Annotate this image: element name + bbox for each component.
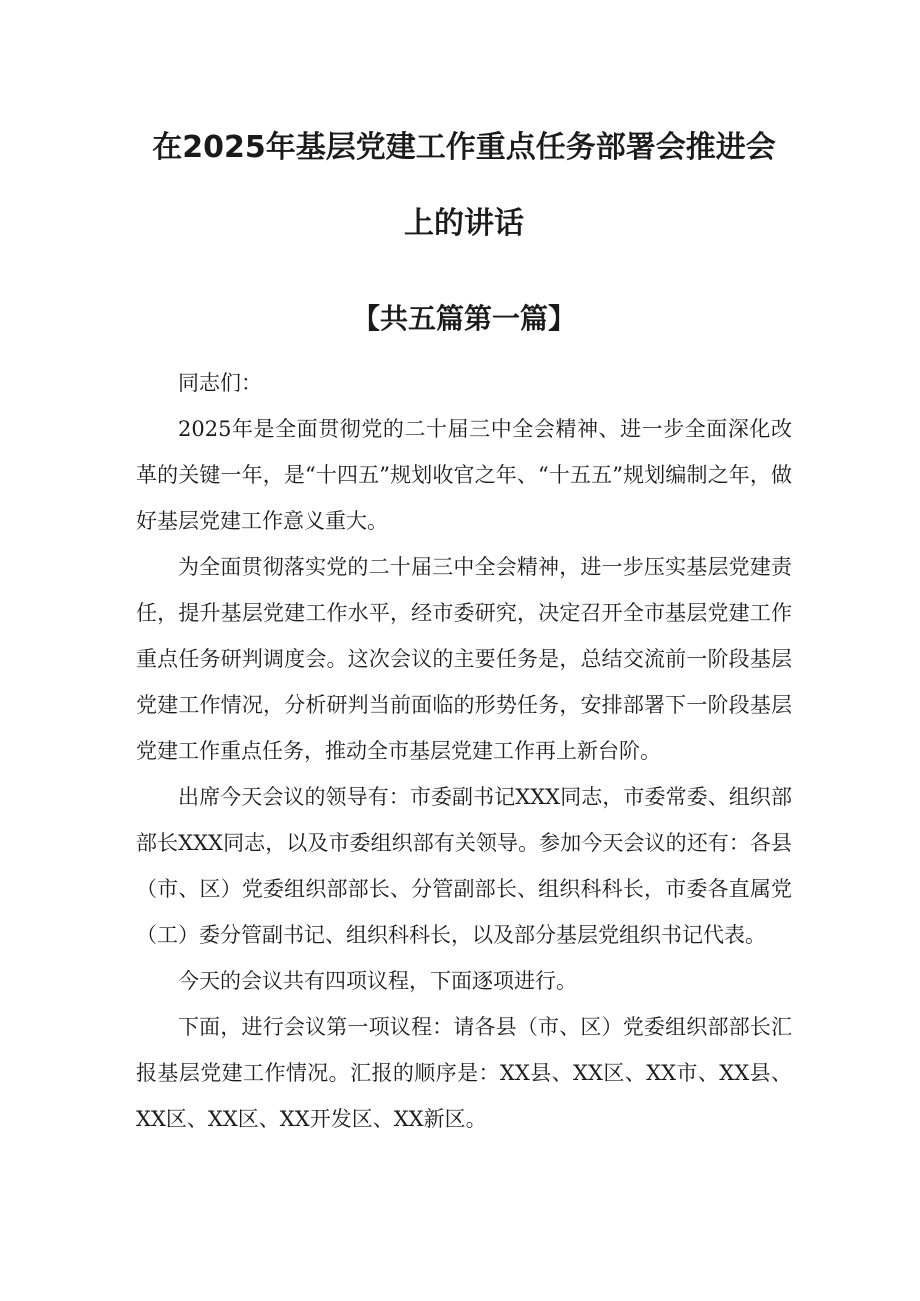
paragraph-5: 下面，进行会议第一项议程：请各县（市、区）党委组织部部长汇报基层党建工作情况。汇报的顺序是：XX县、XX区、XX市、XX县、XX区、XX区、XX开发区、XX新区。 [136, 1015, 792, 1131]
paragraph-4: 今天的会议共有四项议程，下面逐项进行。 [178, 969, 577, 993]
document-title-line-1: 在2025年基层党建工作重点任务部署会推进会 [152, 130, 776, 165]
paragraph-3: 出席今天会议的领导有：市委副书记XXX同志，市委常委、组织部部长XXX同志，以及市委组织部有关领导。参加今天会议的还有：各县（市、区）党委组织部部长、分管副部长、组织科科长，市委各直属党（工）委分管副书记、组织科科长，以及部分基层党组织书记代表。 [136, 785, 792, 947]
paragraph-1: 2025年是全面贯彻党的二十届三中全会精神、进一步全面深化改革的关键一年，是“十四五”规划收官之年、“十五五”规划编制之年，做好基层党建工作意义重大。 [136, 417, 792, 533]
paragraph-greeting: 同志们： [178, 371, 262, 395]
document-subtitle: 【共五篇第一篇】 [351, 302, 576, 335]
document-title-line-2: 上的讲话 [404, 206, 524, 241]
paragraph-2: 为全面贯彻落实党的二十届三中全会精神，进一步压实基层党建责任，提升基层党建工作水平，经市委研究，决定召开全市基层党建工作重点任务研判调度会。这次会议的主要任务是，总结交流前一阶段基层党建工作情况，分析研判当前面临的形势任务，安排部署下一阶段基层党建工作重点任务，推动全市基层党建工作再上新台阶。 [136, 555, 792, 763]
